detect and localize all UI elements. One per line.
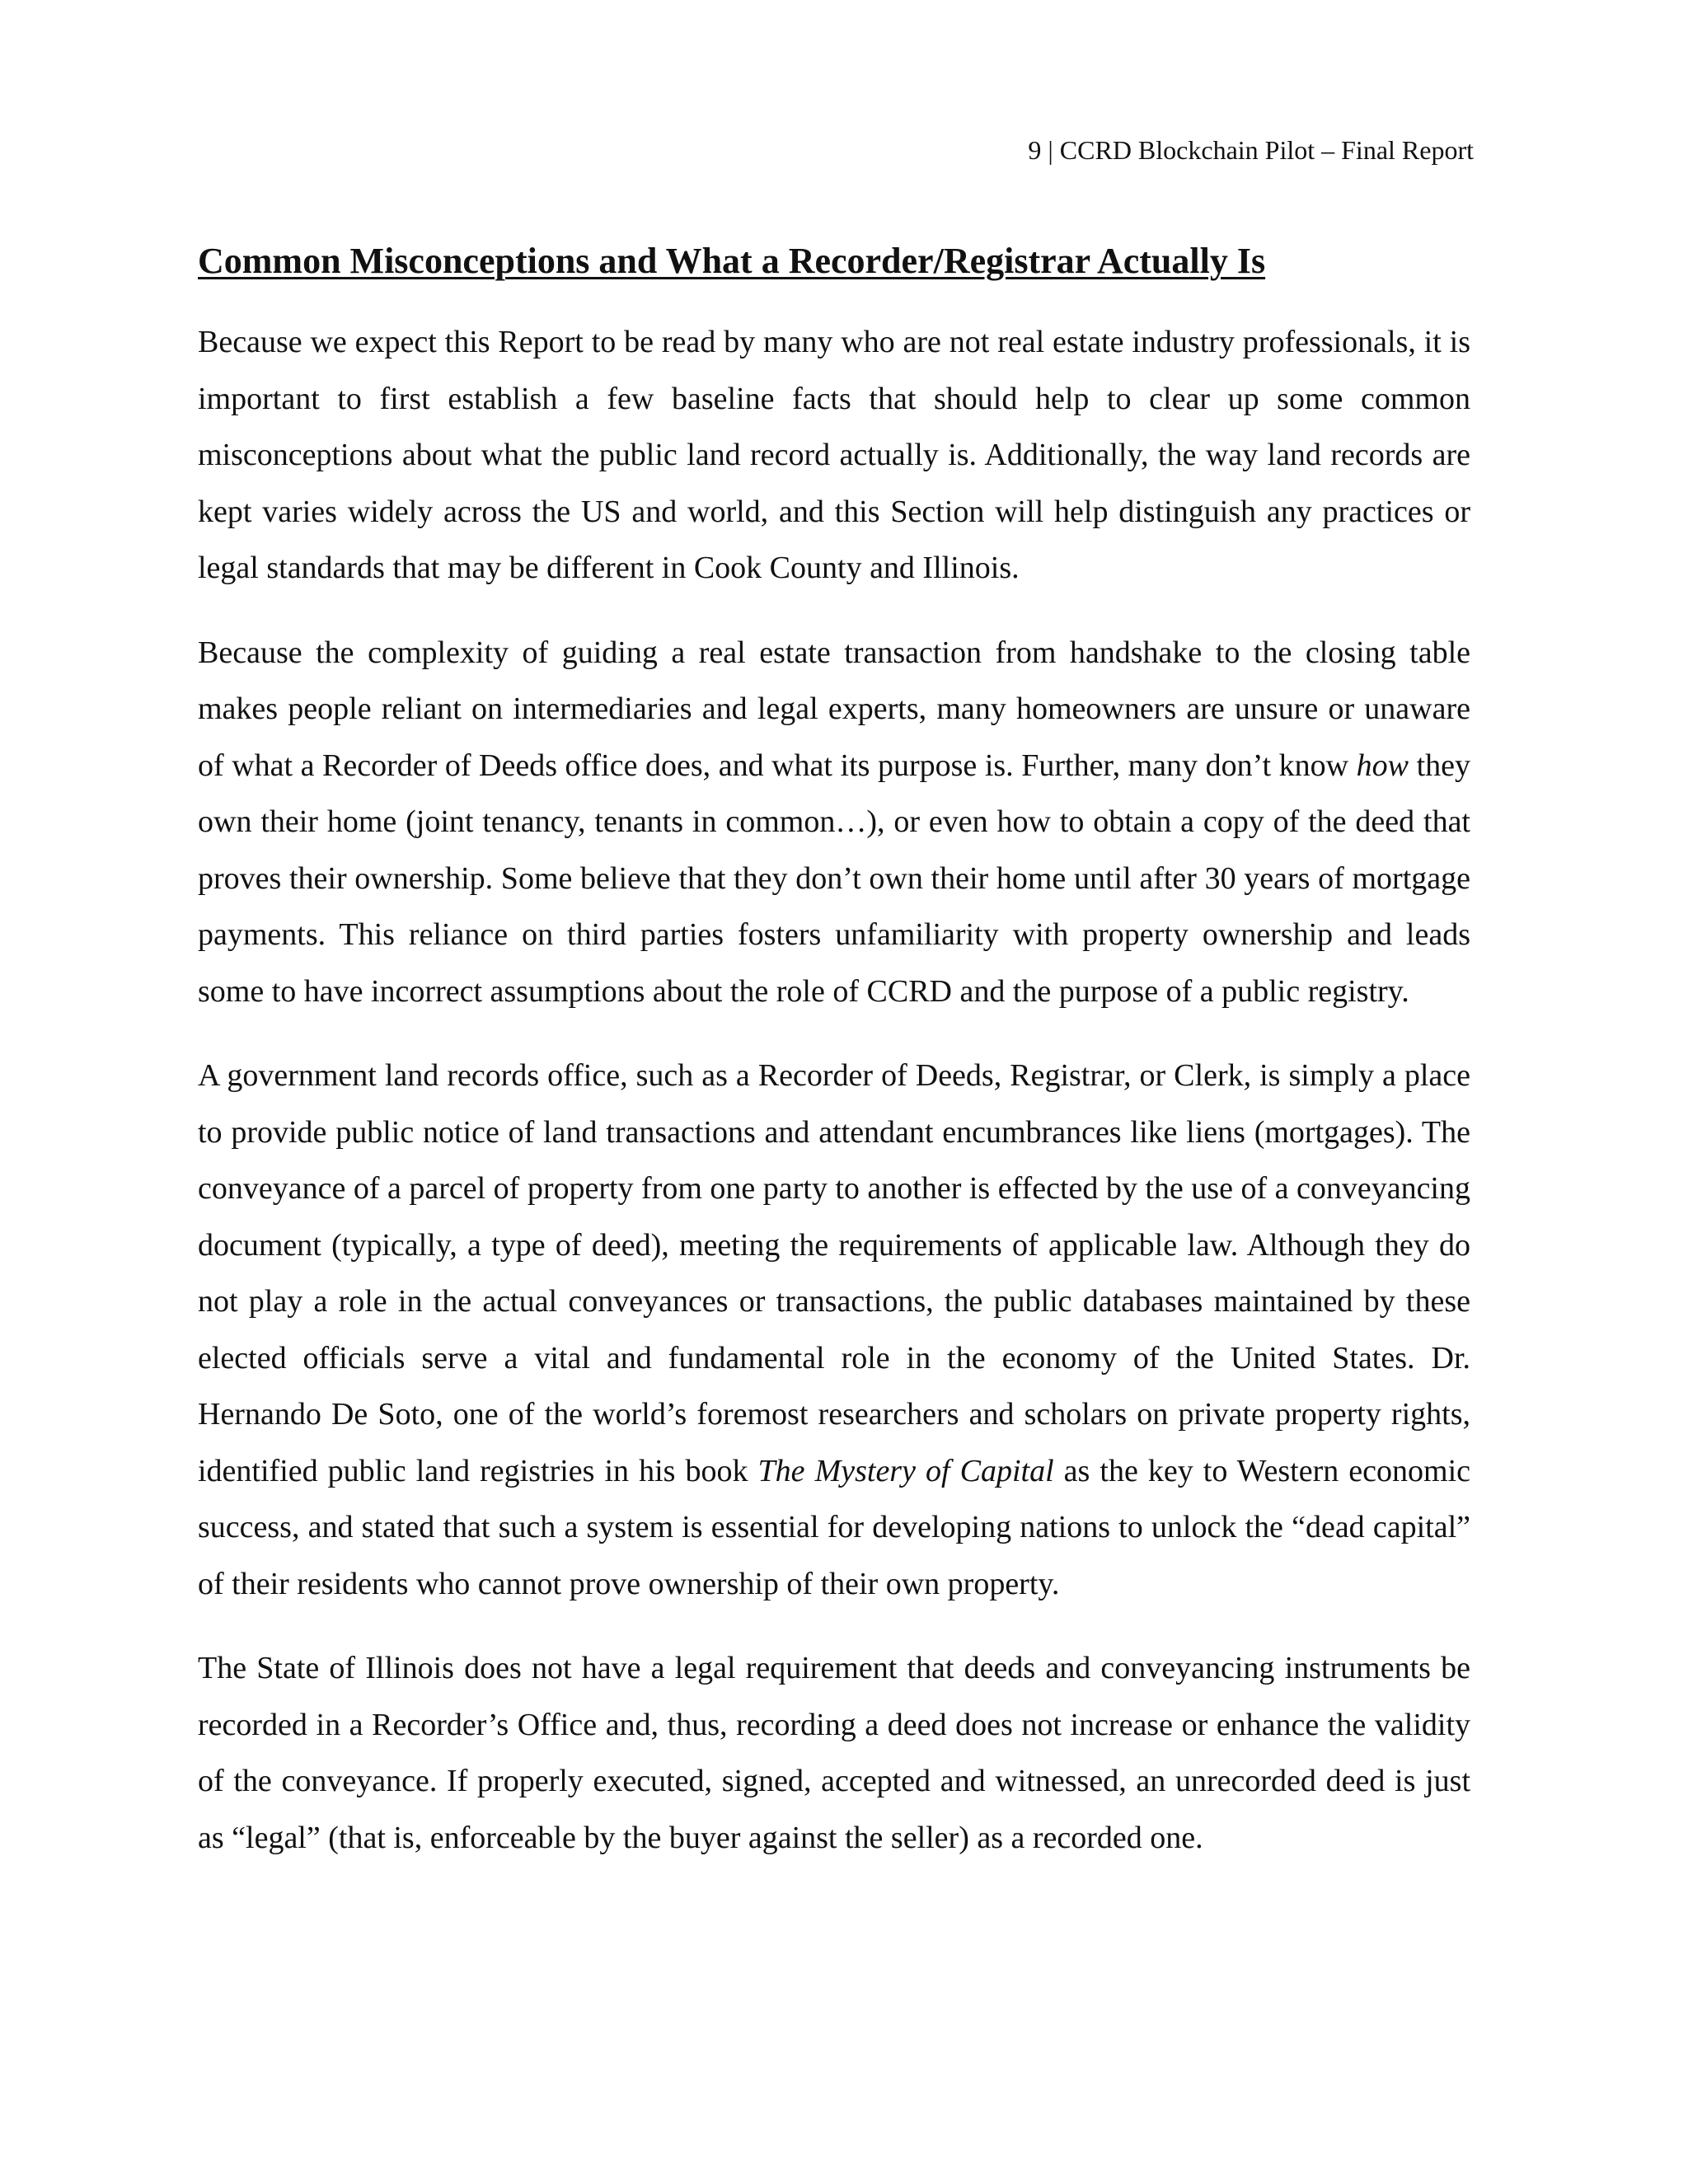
paragraph-3 [198,1047,1470,1612]
paragraph-3-text-start: A government land records office, such as a Recorder of Deeds, Registrar, or Clerk, is simply a place to provide public notice of land transactions and attendant encumbrances like liens (mortgages). The conveyance of a parcel of property from one party to another is effected by the use of a conveyancing document (typically, a type of deed), meeting the requirements of applicable law. Although they do not play a role in the actual conveyances or transactions, the public databases maintained by these elected officials serve a vital and fundamental role in the economy of the United States. Dr. Hernando De Soto, one of the world’s foremost researchers and scholars on private property rights, identified public land registries in his book [198,1058,1470,1488]
paragraph-2 [198,625,1470,1020]
paragraph-4: The State of Illinois does not have a legal requirement that deeds and conveyancing instruments be recorded in a Recorder’s Office and, thus, recording a deed does not increase or enhance the validity of the conveyance. If properly executed, signed, accepted and witnessed, an unrecorded deed is just as “legal” (that is, enforceable by the buyer against the seller) as a recorded one. [198,1651,1470,1855]
book-title: The Mystery of Capital [757,1453,1054,1488]
section-title: Common Misconceptions and What a Recorder/Registrar Actually Is [198,241,1266,281]
running-header: 9 | CCRD Blockchain Pilot – Final Report [1028,135,1474,165]
paragraph-2-text-end: they own their home (joint tenancy, tenants in common…), or even how to obtain a copy of the deed that proves their ownership. Some believe that they don’t own their home until after 30 years of mortgage payments. This reliance on third parties fosters unfamiliarity with property ownership and leads some to have incorrect assumptions about the role of CCRD and the purpose of a public registry. [198,748,1470,1009]
page-body [198,235,1470,1894]
paragraph-1: Because we expect this Report to be read by many who are not real estate industry professionals, it is important to first establish a few baseline facts that should help to clear up some common misconceptions about what the public land record actually is. Additionally, the way land records are kept varies widely across the US and world, and this Section will help distinguish any practices or legal standards that may be different in Cook County and Illinois. [198,325,1470,585]
paragraph-3-text-end: as the key to Western economic success, and stated that such a system is essential for developing nations to unlock the “dead capital” of their residents who cannot prove ownership of their own property. [198,1453,1470,1601]
paragraph-2-emphasis: how [1356,748,1409,783]
paragraph-2-text-start: Because the complexity of guiding a real estate transaction from handshake to the closing table makes people reliant on intermediaries and legal experts, many homeowners are unsure or unaware of what a Recorder of Deeds office does, and what its purpose is. Further, many don’t know [198,635,1470,783]
